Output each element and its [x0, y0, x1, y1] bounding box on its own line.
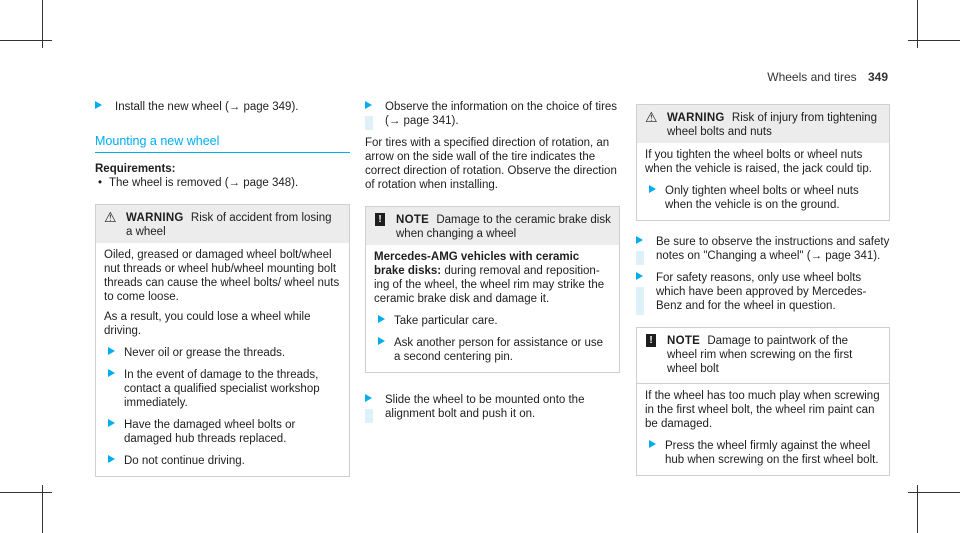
step: [365, 393, 620, 421]
step-arrow-icon: [636, 236, 643, 244]
column-3: [636, 104, 890, 476]
note-title: Damage to paintwork of the wheel rim when screwing on the first wheel bolt: [667, 335, 853, 375]
warning-paragraph: If you tighten the wheel bolts or wheel nuts when the vehicle is raised, the jack could tip.: [645, 149, 872, 175]
step-text: Press the wheel firmly against the wheel hub when screwing on the first wheel bolt.: [665, 440, 879, 466]
step-text: Observe the information on the choice of tires (→ page 341).: [385, 101, 618, 127]
step-text: Be sure to observe the instructions and safety notes on "Changing a wheel" (→ page 341).: [656, 236, 890, 262]
warning-header: [637, 105, 889, 143]
warning-step: [104, 418, 341, 446]
requirements-label: Requirements:: [95, 163, 176, 175]
warning-box: [95, 204, 350, 477]
section-name: Wheels and tires: [767, 70, 857, 84]
step-text: Have the damaged wheel bolts or damaged hub threads replaced.: [124, 419, 296, 445]
note-header: [637, 328, 889, 380]
note-header: [366, 207, 619, 245]
note-keyword: NOTE: [396, 214, 430, 226]
step-text: Only tighten wheel bolts or wheel nuts when the vehicle is on the ground.: [665, 185, 859, 211]
page-header: [767, 70, 888, 84]
step: [636, 235, 890, 263]
paragraph: For tires with a specified direction of rotation, an arrow on the side wall of the tire indicates the correct direction of rotation. Observe the direction of rotation when installing.: [365, 137, 617, 191]
note-step: [645, 439, 881, 467]
step-arrow-icon: [95, 101, 102, 109]
section-title: Mounting a new wheel: [95, 134, 350, 153]
crop-mark: [908, 492, 960, 493]
step-text: Ask another person for assistance or use a second centering pin.: [394, 337, 604, 363]
note-icon: !: [375, 213, 385, 226]
note-paragraph: [374, 250, 611, 306]
step-text: Do not continue driving.: [124, 455, 245, 467]
warning-header: [96, 205, 349, 243]
step-text: Slide the wheel to be mounted onto the alignment bolt and push it on.: [385, 394, 585, 420]
note-box: [365, 206, 620, 373]
crop-mark: [908, 40, 960, 41]
step-arrow-icon: [649, 440, 656, 448]
step-arrow-icon: [108, 369, 115, 377]
warning-body: [96, 243, 349, 476]
requirement-item: • The wheel is removed (→ page 348).: [95, 176, 350, 190]
note-step: [374, 336, 611, 364]
note-body: [366, 245, 619, 372]
note-keyword: NOTE: [667, 335, 701, 347]
step-text: Install the new wheel (→ page 349).: [115, 101, 299, 113]
warning-title: Risk of injury from tightening wheel bolts and nuts: [667, 112, 877, 138]
note-step: [374, 314, 611, 328]
step-arrow-icon: [365, 101, 372, 109]
warning-triangle-icon: ⚠: [104, 209, 117, 225]
column-1: [95, 100, 350, 477]
warning-box: [636, 104, 890, 221]
note-body: [637, 380, 889, 475]
step-text: Never oil or grease the threads.: [124, 347, 286, 359]
step-arrow-icon: [365, 394, 372, 402]
step: [95, 100, 350, 114]
step-text: Take particular care.: [394, 315, 498, 327]
step-arrow-icon: [108, 419, 115, 427]
step-text: For safety reasons, only use wheel bolts which have been approved by Mercedes-Benz and for the wheel in question.: [656, 272, 867, 312]
warning-step: [104, 454, 341, 468]
step-arrow-icon: [636, 272, 643, 280]
step: [365, 100, 620, 128]
warning-title: Risk of accident from losing a wheel: [126, 212, 332, 238]
warning-step: [104, 346, 341, 360]
note-title: Damage to the ceramic brake disk when changing a wheel: [396, 214, 611, 240]
warning-step: [104, 368, 341, 410]
note-emphasis: Mercedes-AMG vehicles with ceramic brake disks:: [374, 251, 580, 277]
note-icon: !: [646, 334, 656, 347]
note-paragraph: If the wheel has too much play when screwing in the first wheel bolt, the wheel rim paint can be damaged.: [645, 390, 880, 430]
note-box: [636, 327, 890, 476]
step-arrow-icon: [108, 347, 115, 355]
warning-body: [637, 143, 889, 220]
crop-mark: [0, 40, 52, 41]
divider: [637, 383, 889, 384]
step-arrow-icon: [649, 185, 656, 193]
warning-keyword: WARNING: [126, 212, 184, 224]
column-2: [365, 100, 620, 429]
step-arrow-icon: [378, 315, 385, 323]
warning-triangle-icon: ⚠: [645, 109, 658, 125]
page-number: 349: [867, 70, 888, 84]
warning-paragraph: As a result, you could lose a wheel while driving.: [104, 311, 311, 337]
step-arrow-icon: [378, 337, 385, 345]
note-text: during removal and reposition-ing of the wheel, the wheel rim may strike the ceramic brake disk and damage it.: [374, 265, 605, 305]
warning-step: [645, 184, 881, 212]
step: [636, 271, 890, 313]
step-text: In the event of damage to the threads, contact a qualified specialist workshop immediately.: [124, 369, 320, 409]
warning-keyword: WARNING: [667, 112, 725, 124]
step-arrow-icon: [108, 455, 115, 463]
crop-mark: [0, 492, 52, 493]
warning-paragraph: Oiled, greased or damaged wheel bolt/wheel nut threads or wheel hub/wheel mounting bolt threads can cause the wheel bolts/ wheel nuts to come loose.: [104, 249, 340, 303]
